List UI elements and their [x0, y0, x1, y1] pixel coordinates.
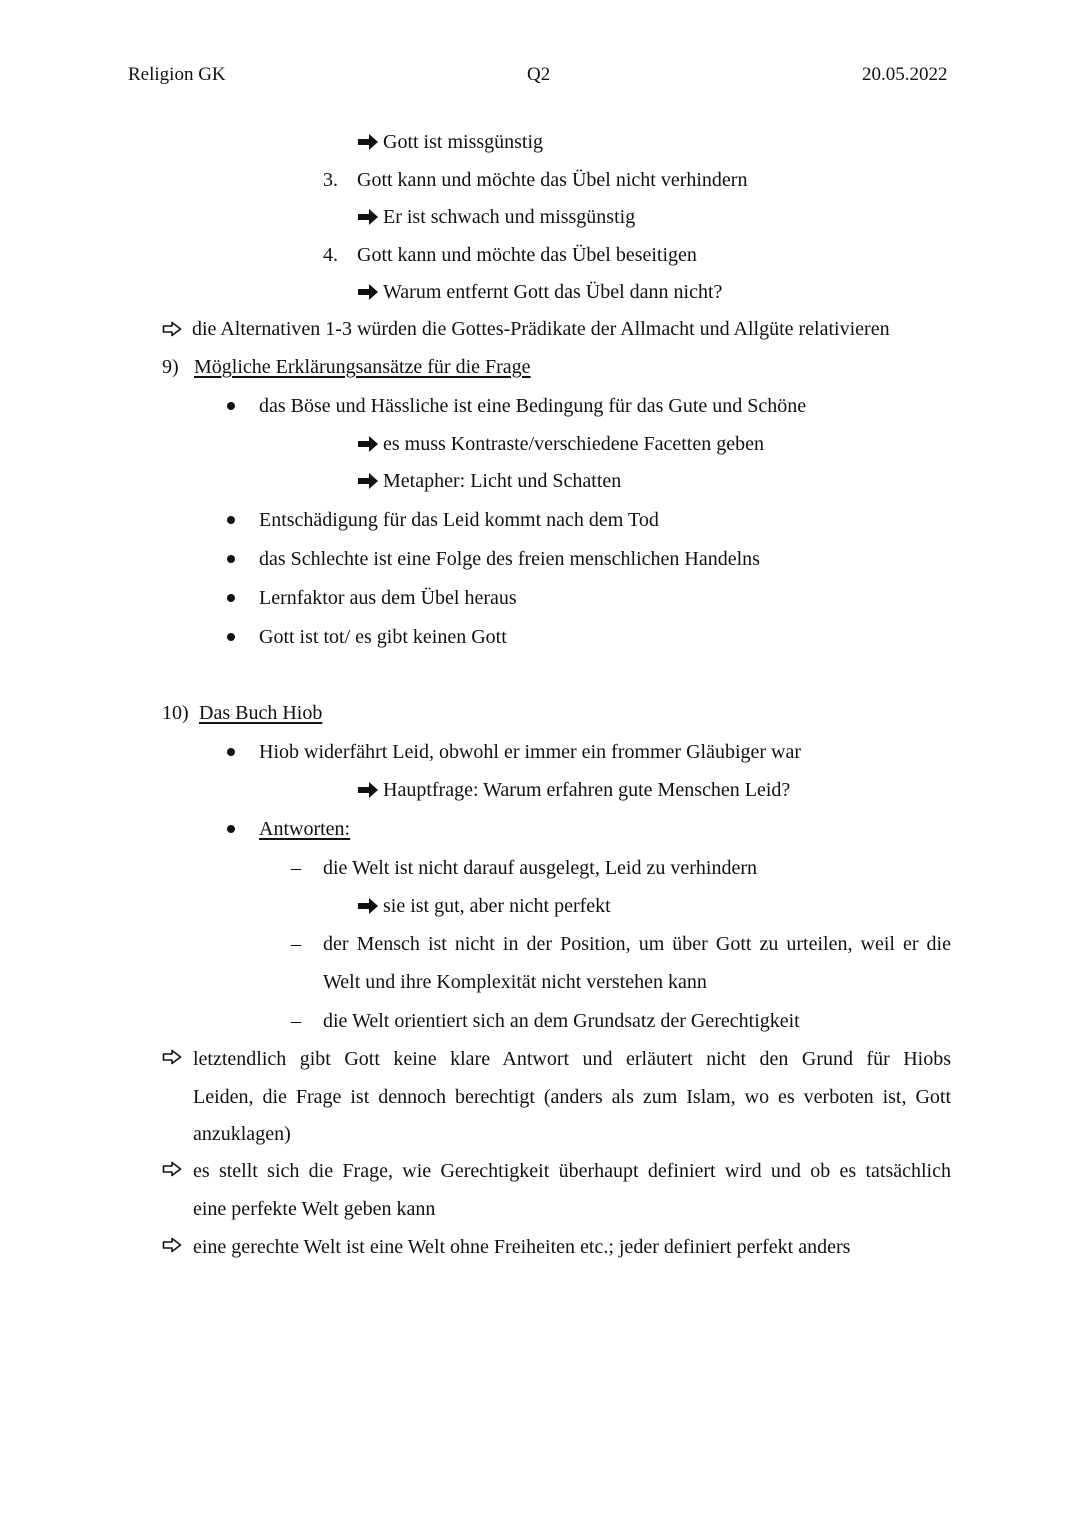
arrow-item: [357, 130, 543, 154]
conclusion-text-continued: eine perfekte Welt geben kann: [193, 1198, 436, 1220]
hollow-arrow-icon: [162, 1047, 182, 1071]
section-heading: [162, 355, 531, 379]
arrow-right-icon: [357, 205, 383, 229]
item-number: 3.: [323, 169, 338, 191]
section-title: Das Buch Hiob: [199, 702, 323, 724]
section-number: 10): [162, 702, 189, 724]
bullet-text: Entschädigung für das Leid kommt nach dem Tod: [259, 509, 659, 531]
arrow-right-icon: [357, 130, 383, 154]
arrow-text: es muss Kontraste/verschiedene Facetten geben: [383, 433, 764, 455]
bullet-text: Antworten:: [259, 818, 351, 840]
dash-text: die Welt ist nicht darauf ausgelegt, Leid zu verhindern: [323, 857, 757, 879]
bullet-dot: [227, 555, 235, 563]
section-heading: [162, 701, 322, 725]
arrow-item: [357, 432, 764, 456]
arrow-text: Er ist schwach und missgünstig: [383, 206, 636, 228]
dash-text: die Welt orientiert sich an dem Grundsatz der Gerechtigkeit: [323, 1010, 800, 1032]
item-text: Gott kann und möchte das Übel nicht verhindern: [357, 169, 748, 191]
section-number: 9): [162, 356, 179, 378]
bullet-dot: [227, 748, 235, 756]
dash-text: der Mensch ist nicht in der Position, um über Gott zu urteilen, weil er die: [323, 933, 951, 955]
arrow-item: [357, 280, 722, 304]
conclusion-text: letztendlich gibt Gott keine klare Antwort und erläutert nicht den Grund für Hiobs: [193, 1048, 951, 1070]
bullet-dot: [227, 402, 235, 410]
arrow-text: Metapher: Licht und Schatten: [383, 470, 622, 492]
bullet-dot: [227, 516, 235, 524]
header-date: 20.05.2022: [862, 64, 948, 85]
bullet-text: das Schlechte ist eine Folge des freien menschlichen Handelns: [259, 548, 760, 570]
dash-marker: –: [291, 933, 301, 955]
arrow-text: Warum entfernt Gott das Übel dann nicht?: [383, 281, 723, 303]
numbered-item: [323, 168, 747, 192]
arrow-item: [357, 469, 621, 493]
bullet-text: Lernfaktor aus dem Übel heraus: [259, 587, 517, 609]
conclusion-text: die Alternativen 1-3 würden die Gottes-Prädikate der Allmacht und Allgüte relativieren: [192, 318, 890, 340]
arrow-text: sie ist gut, aber nicht perfekt: [383, 895, 611, 917]
conclusion-text-continued: anzuklagen): [193, 1123, 291, 1145]
dash-marker: –: [291, 857, 301, 879]
arrow-text: Gott ist missgünstig: [383, 131, 544, 153]
arrow-item: [357, 778, 790, 802]
arrow-right-icon: [357, 280, 383, 304]
hollow-arrow-icon: [162, 1159, 182, 1183]
numbered-item: [323, 243, 697, 267]
dash-text-continued: Welt und ihre Komplexität nicht verstehen kann: [323, 971, 707, 993]
header-course: Religion GK: [128, 64, 226, 85]
bullet-dot: [227, 633, 235, 641]
header-term: Q2: [527, 64, 551, 85]
bullet-text: Gott ist tot/ es gibt keinen Gott: [259, 626, 507, 648]
arrow-right-icon: [357, 469, 383, 493]
dash-marker: –: [291, 1010, 301, 1032]
arrow-item: [357, 894, 611, 918]
hollow-arrow-icon: [162, 1235, 182, 1259]
item-text: Gott kann und möchte das Übel beseitigen: [357, 244, 697, 266]
bullet-dot: [227, 594, 235, 602]
section-title: Mögliche Erklärungsansätze für die Frage: [194, 356, 531, 378]
arrow-right-icon: [357, 894, 383, 918]
arrow-text: Hauptfrage: Warum erfahren gute Menschen Leid?: [383, 779, 791, 801]
hollow-arrow-icon: [162, 317, 192, 341]
bullet-text: das Böse und Hässliche ist eine Bedingung für das Gute und Schöne: [259, 395, 807, 417]
bullet-text: Hiob widerfährt Leid, obwohl er immer ein frommer Gläubiger war: [259, 741, 802, 763]
conclusion-item: [162, 317, 890, 341]
conclusion-text: es stellt sich die Frage, wie Gerechtigkeit überhaupt definiert wird und ob es tatsächlich: [193, 1160, 951, 1182]
arrow-right-icon: [357, 778, 383, 802]
arrow-right-icon: [357, 432, 383, 456]
conclusion-text: eine gerechte Welt ist eine Welt ohne Freiheiten etc.; jeder definiert perfekt anders: [193, 1236, 851, 1258]
arrow-item: [357, 205, 635, 229]
bullet-dot: [227, 825, 235, 833]
conclusion-text-continued: Leiden, die Frage ist dennoch berechtigt (anders als zum Islam, wo es verboten ist, Gott: [193, 1086, 951, 1108]
item-number: 4.: [323, 244, 338, 266]
